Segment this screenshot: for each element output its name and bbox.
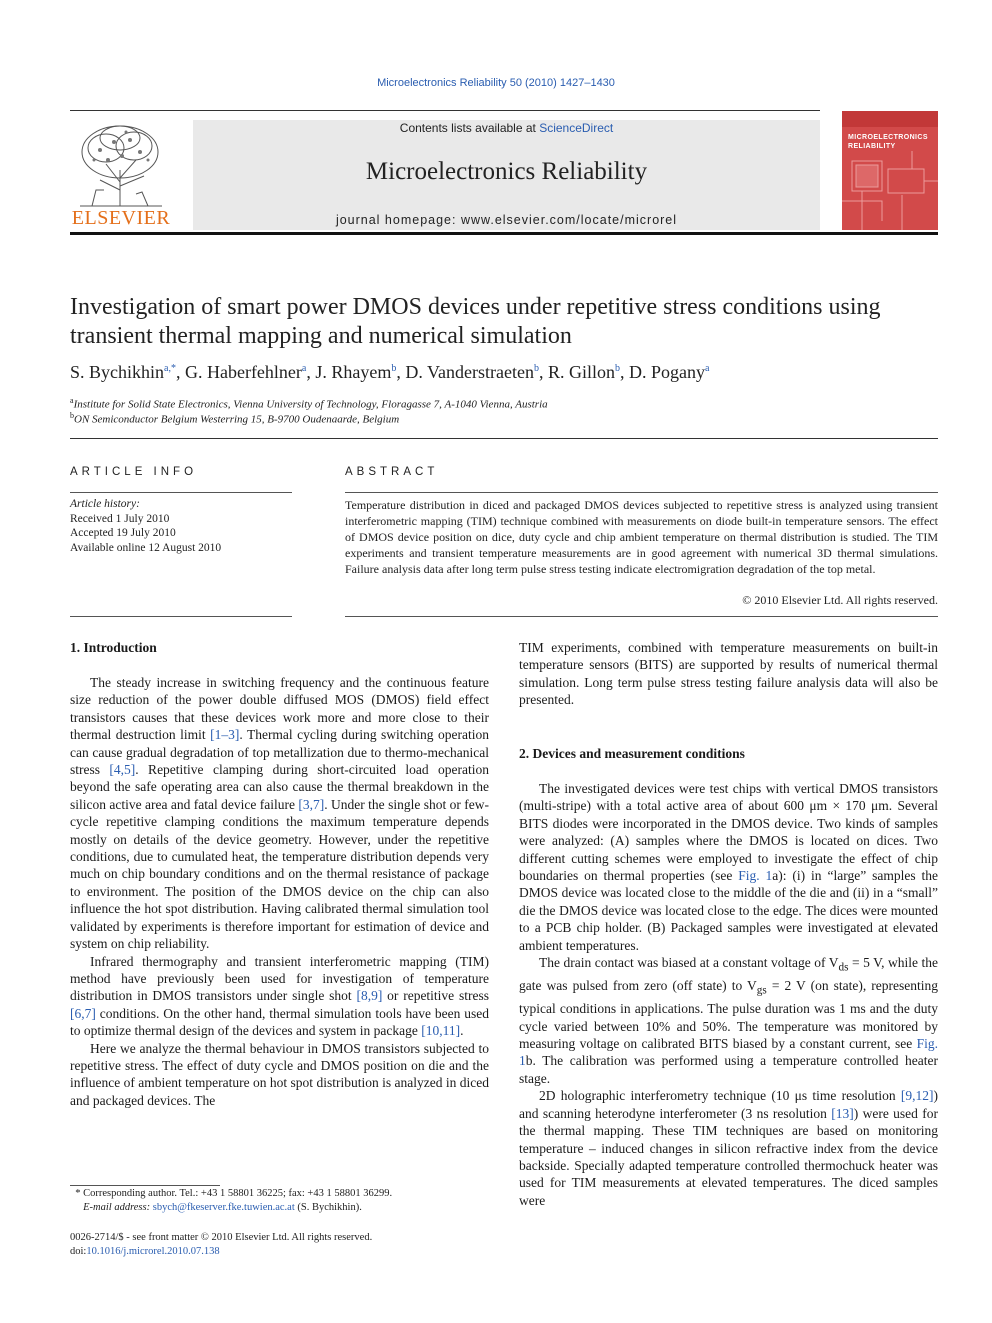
article-info-heading: ARTICLE INFO <box>70 466 198 478</box>
paragraph <box>70 953 489 1040</box>
header-thick-rule <box>70 232 938 235</box>
doi-line <box>70 1245 372 1259</box>
author-name: G. Haberfehlner <box>184 362 302 382</box>
text-run: . Repetitive clamping during short-circuited load operation beyond the safe operating area can also cause the thermal breakdown in the silicon active area and fatal device failure <box>70 762 489 812</box>
footnote-rule <box>70 1185 220 1186</box>
text-run: . <box>460 1023 464 1039</box>
author-affiliation-marker[interactable]: a <box>705 363 710 374</box>
author-name: D. Vanderstraeten <box>405 362 534 382</box>
paragraph <box>70 674 489 953</box>
text-run: 2D holographic interferometry technique (10 μs time resolution <box>539 1088 901 1104</box>
reference-link[interactable]: [4,5] <box>109 762 136 778</box>
corresponding-author-text: Corresponding author. Tel.: +43 1 58801 36225; fax: +43 1 58801 36299. <box>83 1188 393 1199</box>
abstract-text: Temperature distribution in diced and packaged DMOS devices subjected to repetitive stress is analyzed using transient interferometric mapping (TIM) technique combined with measurements on diode built-in temperature sensors. The effect of DMOS device position on dice, duty cycle and chip ambient temperature on thermal distribution is studied. The TIM experiments and transient temperature measurements are in good agreement with numerical 3D thermal simulations. Failure analysis data after long term pulse stress testing indicate electromigration degradation of the top metal. <box>345 498 938 576</box>
contents-prefix: Contents lists available at <box>399 121 540 135</box>
author-list: S. Bychikhin$^{a,*}$, G. Haberfehlner$^a$, J. Rhayem$^b$, D. Vanderstraeten$^b$, R. Gillon$^b$, D. Pogany$^a$ <box>70 362 710 382</box>
abstract-rule <box>345 492 938 493</box>
author-name: D. Pogany <box>629 362 706 382</box>
email-label: E-mail address: <box>83 1202 151 1213</box>
title-rule <box>70 438 938 439</box>
circuit-pattern-icon <box>842 111 938 230</box>
elsevier-logo[interactable] <box>70 120 172 230</box>
text-run: a): (i) in “large” samples the DMOS device was located close to the middle of the die and (ii) in a “small” die the DMOS device was located close to the edge. The dices were mounted to a PCB chip holder. (B) Packaged samples were investigated at elevated ambient temperatures. <box>519 868 938 953</box>
affiliation-marker: b <box>70 411 74 420</box>
paragraph <box>519 954 938 1087</box>
reference-link[interactable]: [3,7] <box>298 796 325 812</box>
header-rule <box>70 110 820 111</box>
affiliation-text: ON Semiconductor Belgium Westerring 15, B-9700 Oudenaarde, Belgium <box>74 413 400 426</box>
text-run: conditions. On the other hand, thermal simulation tools have been used to optimize thermal design of the devices and system in package <box>70 1005 489 1039</box>
journal-homepage-link[interactable]: journal homepage: www.elsevier.com/locate/microrel <box>335 213 678 227</box>
subscript: ds <box>838 961 849 974</box>
doi-label: doi: <box>70 1246 87 1257</box>
issn-block <box>70 1231 372 1259</box>
reference-link[interactable]: [9,12] <box>900 1088 934 1104</box>
text-run: The investigated devices were test chips with vertical DMOS transistors (multi-stripe) with a total active area of about 600 μm × 170 μm. Several BITS diodes were incorporated in the DMOS device. Two kinds of samples were analyzed: (A) samples where the DMOS is located on dices. Two different cutting schemes were employed to investigate the effect of chip boundaries on thermal properties (see <box>519 781 938 884</box>
reference-link[interactable]: [8,9] <box>356 988 383 1004</box>
reference-link[interactable]: [10,11] <box>421 1023 461 1039</box>
affiliation-text: Institute for Solid State Electronics, Vienna University of Technology, Floragasse 7, A-1040 Vienna, Austria <box>73 398 548 411</box>
author-name: J. Rhayem <box>315 362 392 382</box>
text-run: The steady increase in switching frequency and the continuous feature size reduction of the power double diffused MOS (DMOS) field effect transistors causes that these devices work more and more close to their thermal destruction limit <box>70 675 489 743</box>
text-run: Here we analyze the thermal behaviour in DMOS transistors subjected to repetitive stress. The effect of duty cycle and DMOS position on die and the influence of ambient temperature on hot spot distribution is analyzed in diced and packaged devices. The <box>70 1040 489 1108</box>
issn-line: 0026-2714/$ - see front matter © 2010 Elsevier Ltd. All rights reserved. <box>70 1232 373 1243</box>
elsevier-tree-icon <box>70 120 172 208</box>
text-run: TIM experiments, combined with temperature measurements on built-in temperature sensors (BITS) are supported by results of numerical thermal simulation. Long term pulse stress testing failure analysis data will also be presented. <box>519 640 938 708</box>
corresponding-author-note <box>70 1187 490 1201</box>
affiliation-b <box>70 411 399 426</box>
paragraph <box>70 1040 489 1110</box>
text-run: The drain contact was biased at a constant voltage of V <box>539 955 839 971</box>
footnote-star: * <box>75 1188 81 1199</box>
abstract-heading: ABSTRACT <box>345 466 439 478</box>
introduction-body <box>70 674 489 1109</box>
history-label: Article history: <box>70 498 140 510</box>
paragraph <box>519 780 938 954</box>
affiliation-a <box>70 396 548 411</box>
article-history <box>70 497 221 555</box>
paragraph <box>519 1087 938 1209</box>
elsevier-wordmark: ELSEVIER <box>71 207 171 229</box>
journal-title: Microelectronics Reliability <box>365 158 648 185</box>
email-suffix: (S. Bychikhin). <box>294 1202 362 1213</box>
cover-title-line: MICROELECTRONICS <box>848 134 928 141</box>
doi-link[interactable]: 10.1016/j.microrel.2010.07.138 <box>86 1246 220 1257</box>
journal-header-box <box>193 120 820 230</box>
text-run: . Under the single shot or few-cycle repetitive clamping conditions the maximum temperature depends mostly on details of the device geometry. However, under the repetitive conditions, due to cumulated heat, the temperature distribution depends very much on chip boundary conditions and on the thermal resistance of package to environment. The position of the DMOS device on the chip can also influence the hot spot distribution. Having calibrated thermal simulation tool validated by experiments is therefore important for estimation of device and system on chip reliability. <box>70 796 489 952</box>
sciencedirect-link[interactable]: ScienceDirect <box>539 121 614 135</box>
text-run: b. The calibration was performed using a temperature controlled heater stage. <box>519 1053 938 1086</box>
author-affiliation-marker[interactable]: a,* <box>164 363 176 374</box>
footnote <box>70 1187 490 1215</box>
text-run: or repetitive stress <box>382 988 489 1004</box>
text-run: = 5 V, while the gate was pulsed from zero (off state) to V <box>519 955 938 994</box>
devices-section-body <box>519 780 938 1209</box>
text-run: = 2 V (on state), representing typical conditions in applications. The pulse duration was 1 ms and the duty cycle varied between 10% and 50%. The temperature was monitored by measuring voltage on calibrated BITS biased by a constant current, see <box>519 978 939 1052</box>
reference-link[interactable]: Fig. 1 <box>519 1036 938 1069</box>
reference-link[interactable]: [6,7] <box>70 1005 96 1021</box>
reference-link[interactable]: [13] <box>831 1105 854 1121</box>
author-affiliation-marker[interactable]: b <box>391 363 397 374</box>
text-run: Infrared thermography and transient interferometric mapping (TIM) method have previously been used for investigation of temperature distribution in DMOS transistors under single shot <box>70 953 489 1004</box>
cover-title-line: RELIABILITY <box>848 143 896 150</box>
journal-citation[interactable]: Microelectronics Reliability 50 (2010) 1427–1430 <box>377 77 615 89</box>
section-heading-devices: 2. Devices and measurement conditions <box>519 746 745 761</box>
author-name: R. Gillon <box>548 362 616 382</box>
abstract-copyright: © 2010 Elsevier Ltd. All rights reserved. <box>742 593 938 607</box>
article-info-rule <box>70 616 292 617</box>
author-affiliation-marker[interactable]: b <box>615 363 621 374</box>
email-line <box>70 1201 490 1215</box>
section-heading-introduction: 1. Introduction <box>70 640 157 655</box>
author-affiliation-marker[interactable]: a <box>301 363 307 374</box>
online-date: Available online 12 August 2010 <box>70 541 222 554</box>
reference-link[interactable]: Fig. 1 <box>738 868 773 884</box>
subscript: gs <box>756 984 767 997</box>
text-run: ) and scanning heterodyne interferometer (3 ns resolution <box>519 1088 938 1121</box>
cover-title <box>848 133 928 151</box>
right-column-continuation <box>519 639 938 709</box>
text-run: . Thermal cycling during switching operation can cause gradual degradation of top metallization due to thermo-mechanical stress <box>70 727 489 778</box>
received-date: Received 1 July 2010 <box>70 512 170 525</box>
reference-link[interactable]: [1–3] <box>210 727 240 743</box>
paragraph <box>519 639 938 709</box>
text-run: ) were used for the thermal mapping. These TIM techniques are based on monitoring temperature – induced changes in silicon refractive index from the device backside. Specially adapted temperature controlled thermochuck heater was used for TIM measurements at elevated temperatures. The diced samples were <box>519 1105 938 1208</box>
contents-line <box>193 121 820 135</box>
article-info-rule <box>70 492 292 493</box>
accepted-date: Accepted 19 July 2010 <box>70 527 176 539</box>
author-affiliation-marker[interactable]: b <box>534 363 539 374</box>
paper-title: Investigation of smart power DMOS devices under repetitive stress conditions using transient thermal mapping and numerical simulation <box>70 294 881 349</box>
journal-cover-thumbnail[interactable] <box>842 111 938 230</box>
affiliation-marker: a <box>70 396 74 405</box>
email-link[interactable]: sbych@fkeserver.fke.tuwien.ac.at <box>152 1202 295 1213</box>
abstract-rule <box>345 616 938 617</box>
author-name: S. Bychikhin <box>70 362 165 382</box>
